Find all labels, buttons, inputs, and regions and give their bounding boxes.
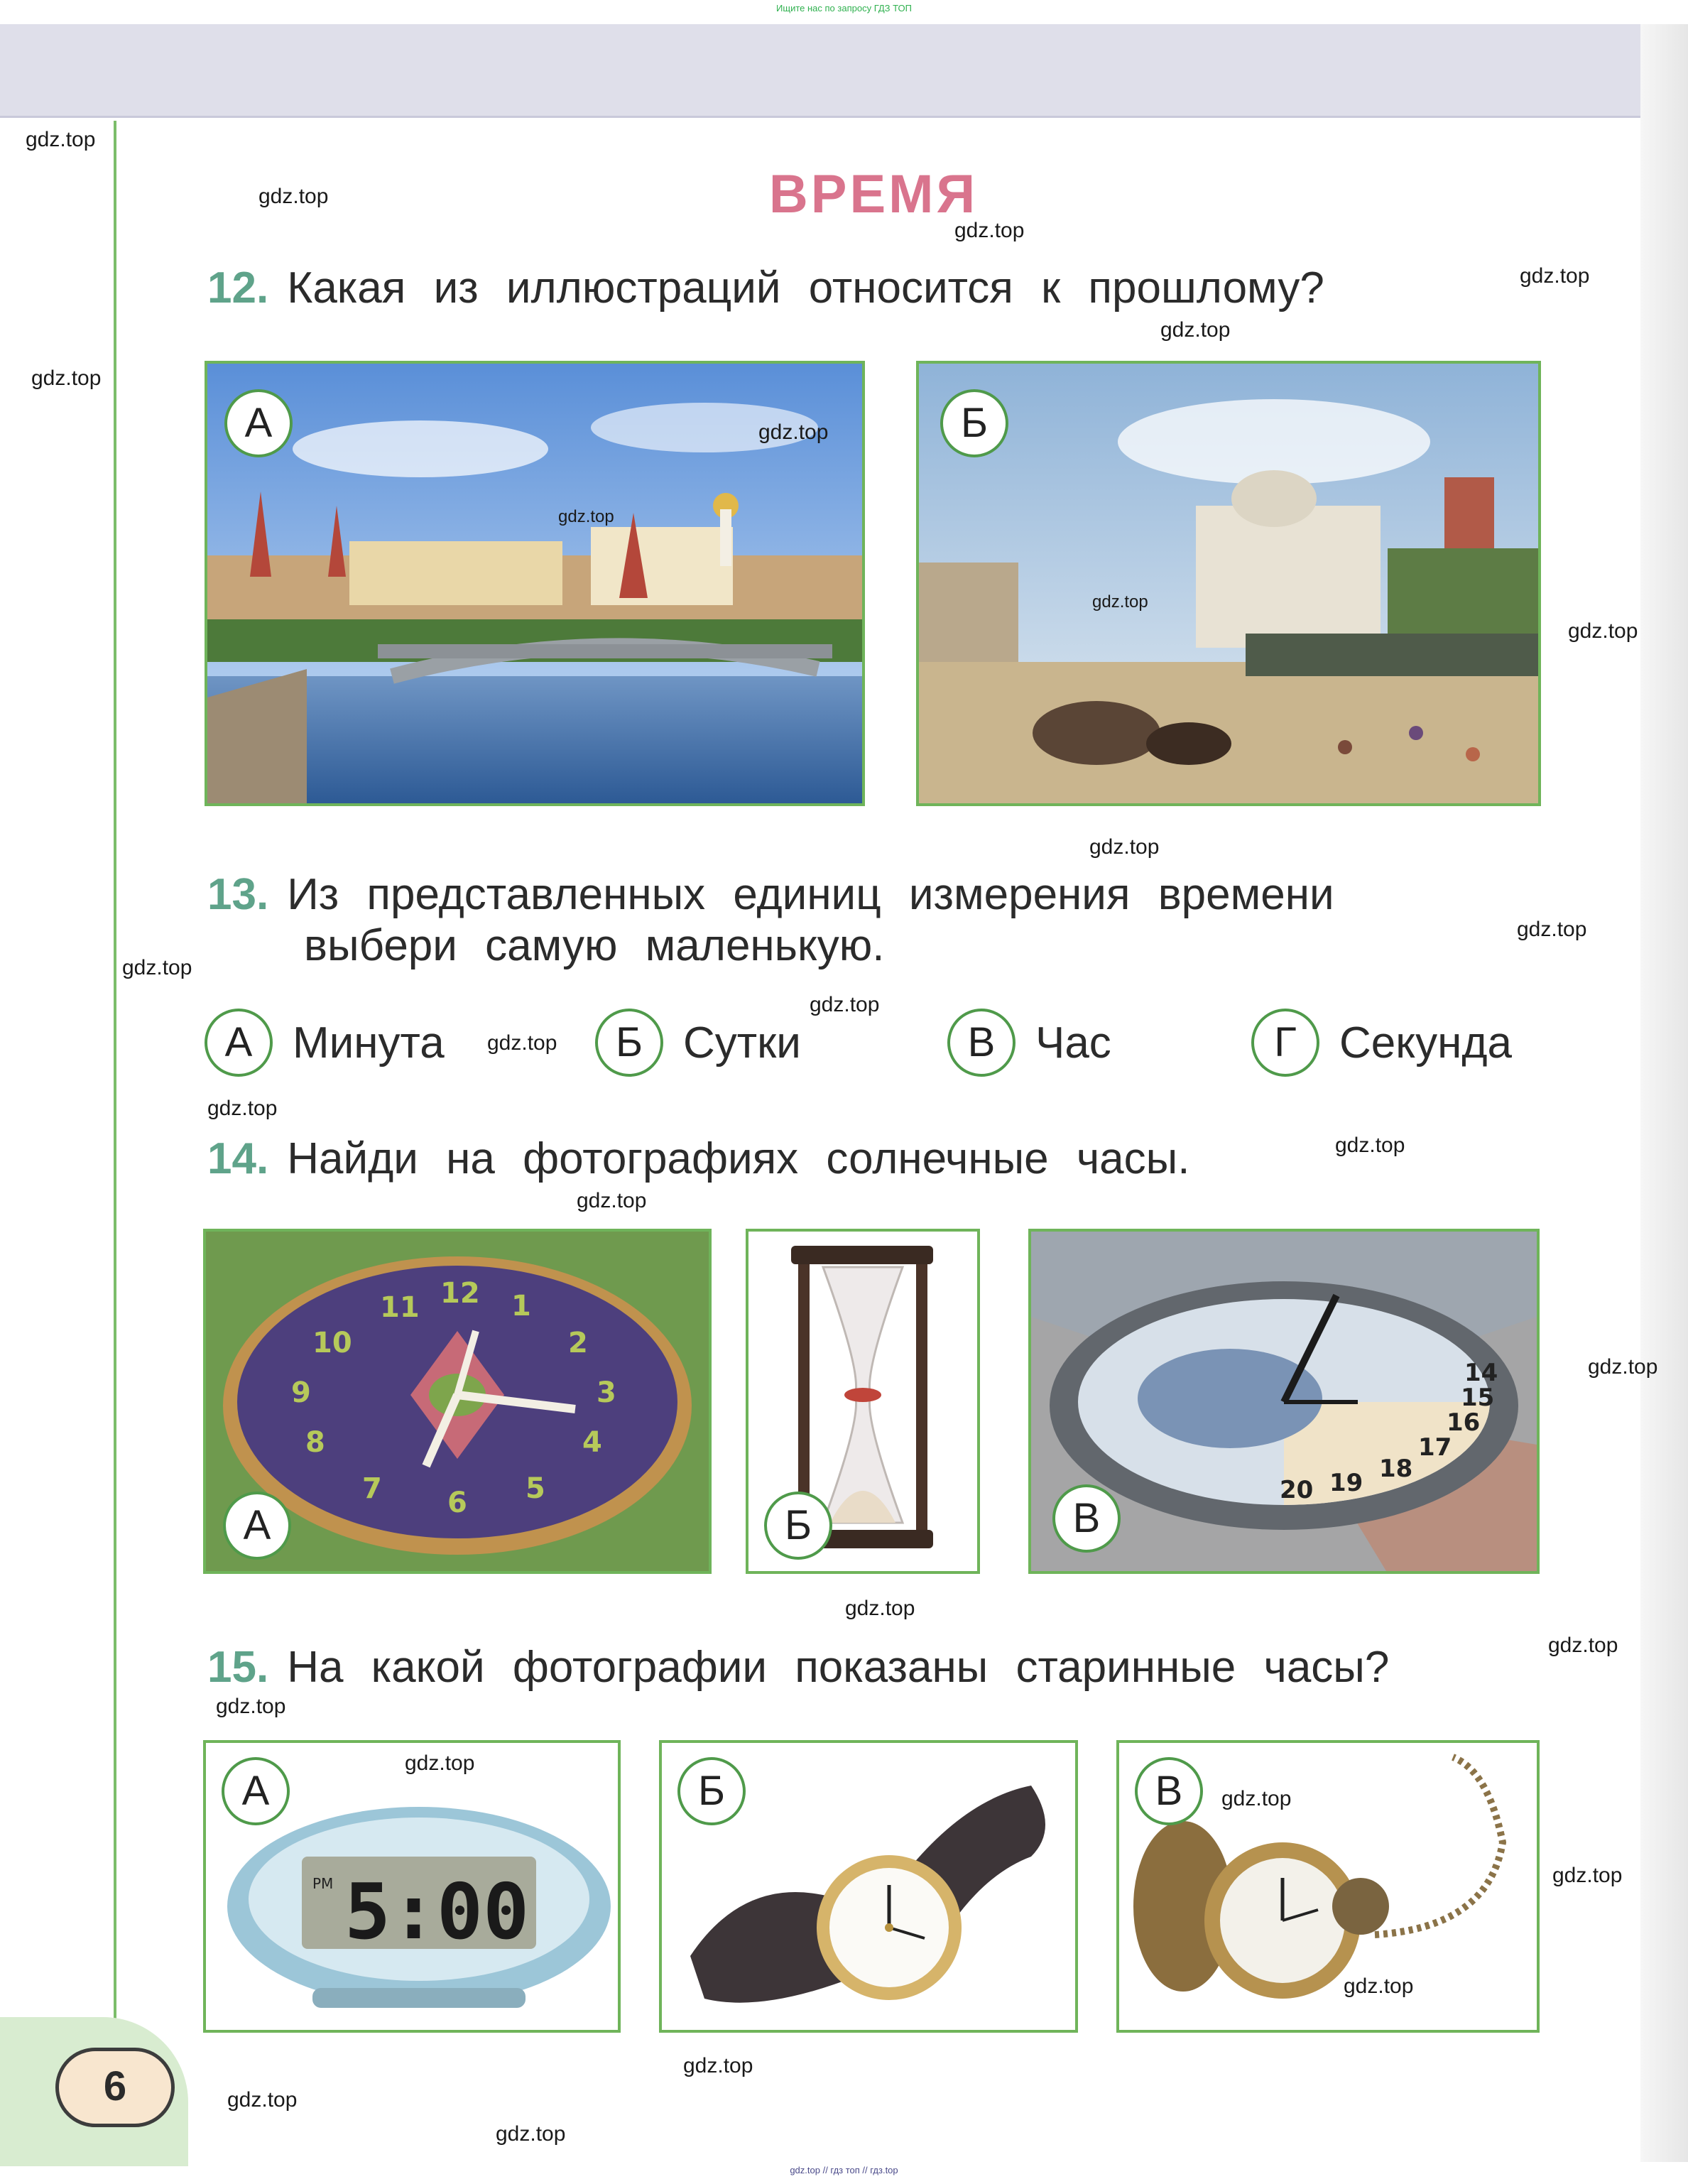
option-text: Минута xyxy=(293,1018,445,1067)
answer-option-b[interactable] xyxy=(595,1007,801,1078)
top-band xyxy=(0,24,1688,118)
watermark: gdz.top xyxy=(207,1097,278,1120)
clock-numeral: 1 xyxy=(511,1290,531,1322)
option-text: Секунда xyxy=(1339,1018,1512,1067)
watermark: gdz.top xyxy=(558,507,614,526)
watermark: gdz.top xyxy=(1335,1134,1405,1157)
image-pocket-watch[interactable] xyxy=(1116,1740,1540,2033)
option-badge-a: А xyxy=(223,1492,291,1560)
sundial-numeral: 17 xyxy=(1418,1433,1452,1462)
question-number: 15. xyxy=(207,1643,269,1692)
question-text: Какая из иллюстраций относится к прошлому? xyxy=(287,264,1324,313)
watermark: gdz.top xyxy=(1221,1787,1292,1810)
clock-numeral: 3 xyxy=(597,1376,616,1409)
watermark: gdz.top xyxy=(810,993,880,1016)
answer-option-d[interactable] xyxy=(1251,1007,1512,1078)
watermark: gdz.top xyxy=(758,420,829,444)
watermark: gdz.top xyxy=(227,2088,298,2112)
option-badge: В xyxy=(947,1009,1015,1077)
image-flower-clock[interactable] xyxy=(203,1229,712,1574)
sundial-numeral: 15 xyxy=(1461,1384,1495,1412)
image-hourglass[interactable] xyxy=(746,1229,980,1574)
watermark: gdz.top xyxy=(487,1031,557,1055)
answer-option-a[interactable] xyxy=(205,1007,445,1078)
old-moscow-painting-icon xyxy=(919,364,1538,803)
clock-numeral: 5 xyxy=(526,1472,545,1505)
clock-numeral: 8 xyxy=(305,1426,325,1459)
digital-time: 5:00 xyxy=(344,1868,530,1957)
sundial-numeral: 20 xyxy=(1280,1476,1314,1504)
watermark: gdz.top xyxy=(122,956,192,979)
question-15 xyxy=(207,1642,1389,1693)
watermark: gdz.top xyxy=(1517,918,1587,941)
watermark: gdz.top xyxy=(1520,264,1590,288)
watermark: gdz.top xyxy=(31,366,102,390)
clock-numeral: 4 xyxy=(582,1426,602,1459)
option-badge-a: А xyxy=(222,1757,290,1825)
watermark: gdz.top xyxy=(405,1751,475,1775)
option-badge-c: В xyxy=(1135,1757,1203,1825)
clock-numeral: 9 xyxy=(291,1376,311,1409)
watermark: gdz.top xyxy=(577,1189,647,1212)
watermark: gdz.top xyxy=(1552,1864,1623,1887)
option-badge: Г xyxy=(1251,1009,1319,1077)
option-badge: Б xyxy=(595,1009,663,1077)
bottom-link[interactable]: gdz.top // гдз топ // гдз.top xyxy=(790,2165,898,2175)
watermark: gdz.top xyxy=(1344,1974,1414,1998)
watermark: gdz.top xyxy=(496,2122,566,2146)
question-text: На какой фотографии показаны старинные часы? xyxy=(287,1643,1390,1692)
sundial-numeral: 19 xyxy=(1329,1469,1363,1497)
question-13-line2 xyxy=(304,920,885,971)
answer-option-c[interactable] xyxy=(947,1007,1111,1078)
option-badge-b: Б xyxy=(677,1757,746,1825)
question-text-line2: выбери самую маленькую. xyxy=(304,921,885,970)
question-number: 14. xyxy=(207,1134,269,1183)
clock-numeral: 10 xyxy=(312,1327,352,1359)
question-text: Найди на фотографиях солнечные часы. xyxy=(287,1134,1190,1183)
image-wristwatch[interactable] xyxy=(659,1740,1078,2033)
sundial-numeral: 14 xyxy=(1464,1359,1498,1387)
option-badge-b: Б xyxy=(940,389,1008,457)
watermark: gdz.top xyxy=(216,1695,286,1718)
option-badge: А xyxy=(205,1009,273,1077)
image-old-moscow[interactable] xyxy=(916,361,1541,806)
watermark: gdz.top xyxy=(1548,1634,1618,1657)
question-number: 12. xyxy=(207,264,269,313)
sundial-numeral: 16 xyxy=(1447,1408,1481,1437)
watermark: gdz.top xyxy=(954,219,1025,242)
watermark: gdz.top xyxy=(1089,835,1160,859)
clock-numeral: 7 xyxy=(362,1472,382,1505)
image-sundial[interactable] xyxy=(1028,1229,1540,1574)
watermark: gdz.top xyxy=(845,1597,915,1620)
page-number: 6 xyxy=(55,2048,175,2127)
clock-numeral: 6 xyxy=(447,1487,467,1519)
watermark: gdz.top xyxy=(26,128,96,151)
question-text-line1: Из представленных единиц измерения времени xyxy=(287,870,1334,919)
option-badge-a: А xyxy=(224,389,293,457)
margin-line xyxy=(114,121,116,2124)
page-title: ВРЕМЯ xyxy=(768,164,979,224)
watermark: gdz.top xyxy=(1092,592,1148,612)
question-14 xyxy=(207,1134,1189,1184)
watermark: gdz.top xyxy=(1588,1355,1658,1379)
option-badge-b: Б xyxy=(764,1492,832,1560)
clock-numeral: 12 xyxy=(440,1277,480,1310)
watermark: gdz.top xyxy=(1160,318,1231,342)
clock-numeral: 11 xyxy=(380,1291,420,1324)
page-edge-shade xyxy=(1640,24,1688,2162)
watermark: gdz.top xyxy=(683,2054,753,2077)
sundial-numeral: 18 xyxy=(1379,1455,1413,1483)
clock-numeral: 2 xyxy=(568,1327,588,1359)
image-digital-clock[interactable] xyxy=(203,1740,621,2033)
am-pm-indicator: PM xyxy=(312,1875,334,1892)
question-number: 13. xyxy=(207,870,269,919)
question-13 xyxy=(207,869,1334,920)
watermark: gdz.top xyxy=(258,185,329,208)
option-text: Сутки xyxy=(683,1018,801,1067)
top-link[interactable]: Ищите нас по запросу ГДЗ ТОП xyxy=(776,3,912,13)
watermark: gdz.top xyxy=(1568,619,1638,643)
question-12 xyxy=(207,263,1324,313)
option-text: Час xyxy=(1035,1018,1111,1067)
option-badge-c: В xyxy=(1052,1484,1121,1553)
